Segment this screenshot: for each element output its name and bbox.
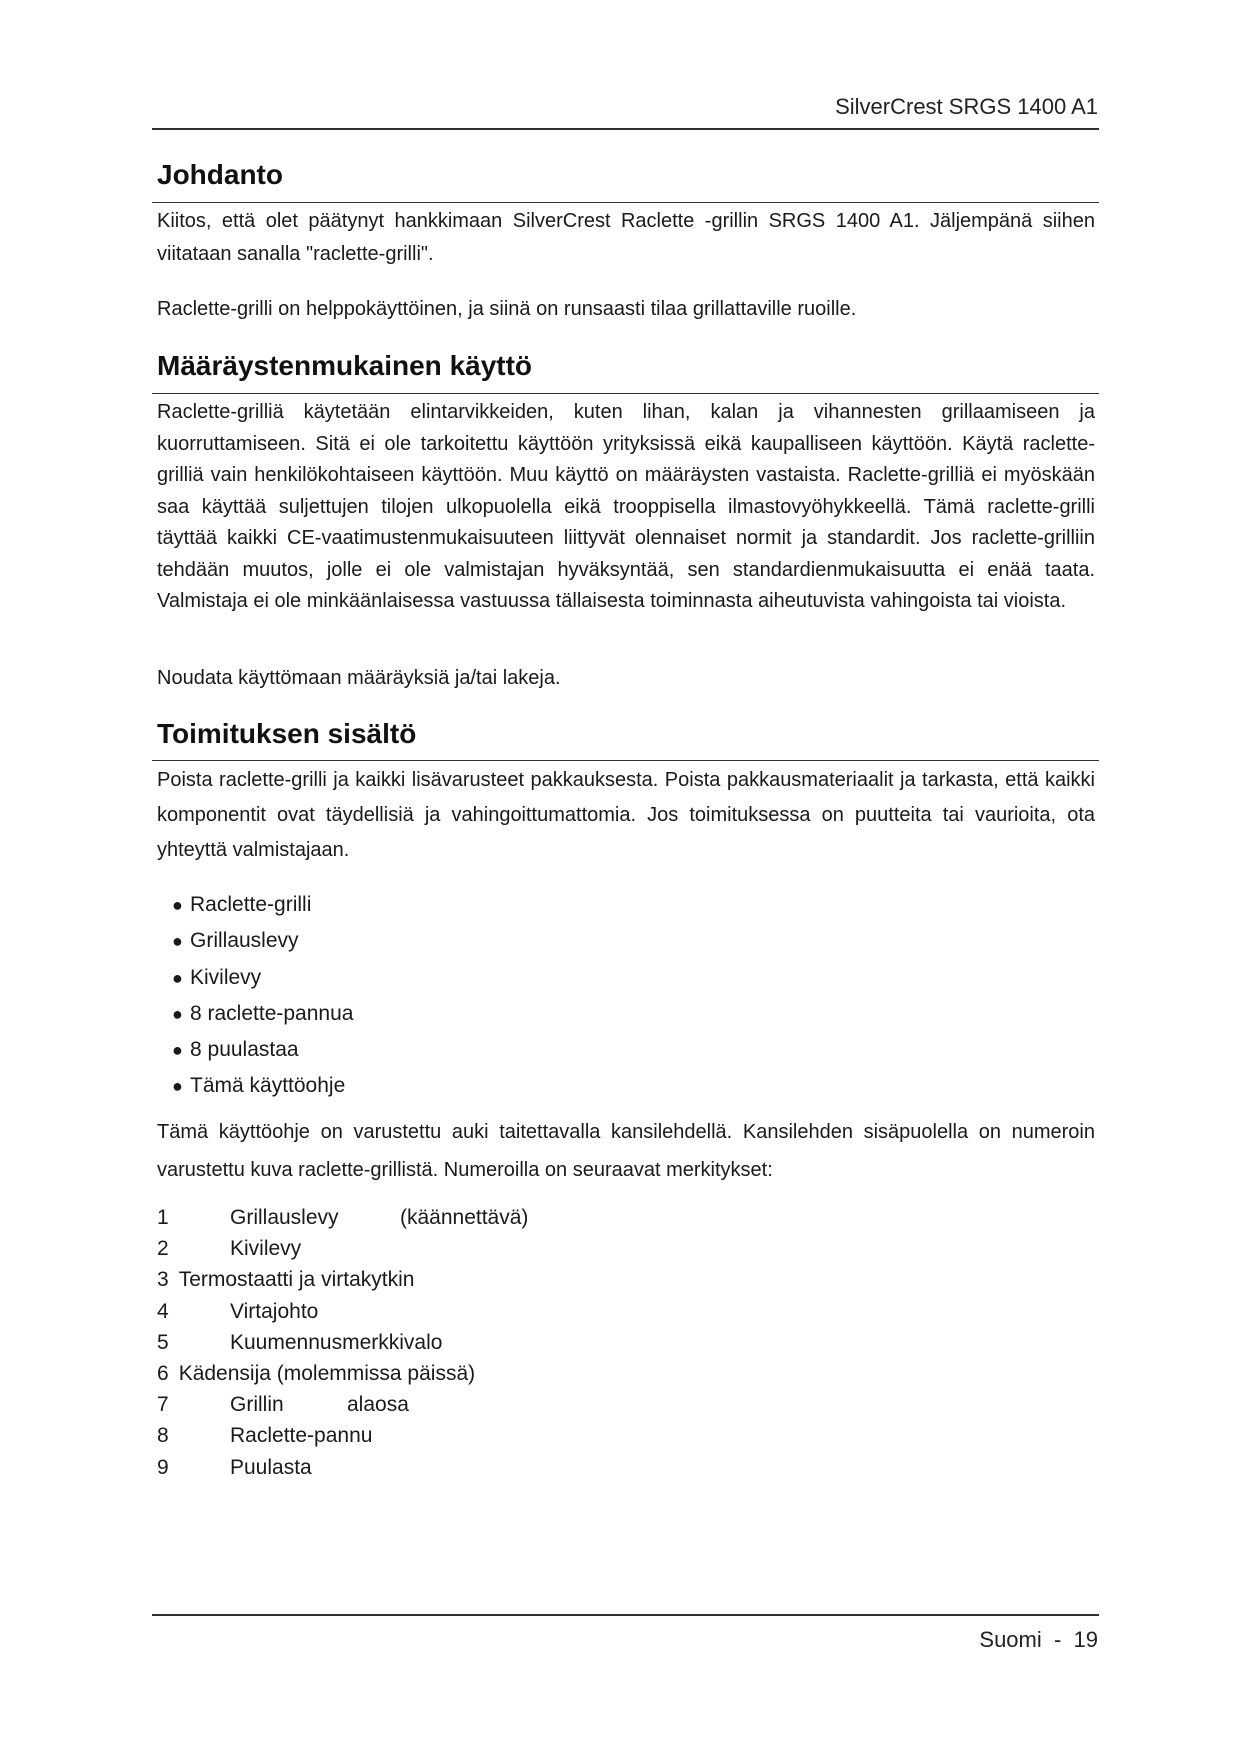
heading-rule-intended-use <box>152 393 1099 394</box>
bullet-dot-icon: ● <box>172 1003 183 1024</box>
list-item: ● Grillauslevy <box>172 923 353 959</box>
legend-row: 7 Grillin alaosa <box>157 1393 409 1417</box>
bullet-dot-icon: ● <box>172 931 183 952</box>
legend-row: 3 Termostaatti ja virtakytkin <box>157 1268 415 1292</box>
contents-paragraph-2: Tämä käyttöohje on varustettu auki taitettavalla kansilehdellä. Kansilehden sisäpuolella on numeroin varustettu kuva raclette-grillistä. Numeroilla on seuraavat merkitykset: <box>157 1121 1095 1181</box>
heading-intended-use: Määräystenmukainen käyttö <box>157 350 533 381</box>
heading-johdanto: Johdanto <box>157 159 283 190</box>
legend-row: 4 Virtajohto <box>157 1299 319 1323</box>
legend-row: 1 Grillauslevy (käännettävä) <box>157 1206 529 1229</box>
bullet-dot-icon: ● <box>172 1076 183 1097</box>
heading-rule-johdanto <box>152 202 1099 203</box>
legend-row: 8 Raclette-pannu <box>157 1424 373 1448</box>
legend-row: 5 Kuumennusmerkkivalo <box>157 1330 443 1354</box>
footer-rule <box>152 1614 1099 1616</box>
header-rule <box>152 128 1099 130</box>
contents-paragraph-1: Poista raclette-grilli ja kaikki lisävarusteet pakkauksesta. Poista pakkausmateriaalit ja tarkasta, että kaikki komponentit ovat täydellisiä ja vahingoittumattomia. Jos toimituksessa on puutteita tai vaurioita, ota yhteyttä valmistajaan. <box>157 769 1095 861</box>
heading-rule-contents <box>152 760 1099 761</box>
legend-row: 9 Puulasta <box>157 1455 312 1479</box>
list-item: ● Tämä käyttöohje <box>172 1068 353 1104</box>
list-item: ● 8 raclette-pannua <box>172 996 353 1032</box>
page-footer: Suomi - 19 <box>979 1627 1098 1652</box>
heading-contents: Toimituksen sisältö <box>157 718 417 749</box>
intro-paragraph-1: Kiitos, että olet päätynyt hankkimaan SilverCrest Raclette -grillin SRGS 1400 A1. Jäljempänä siihen viitataan sanalla "raclette-grilli". <box>157 210 1095 265</box>
list-item: ● 8 puulastaa <box>172 1032 353 1068</box>
intro-paragraph-2: Raclette-grilli on helppokäyttöinen, ja siinä on runsaasti tilaa grillattaville ruoille. <box>157 298 857 320</box>
contents-list <box>172 887 353 1105</box>
list-item: ● Kivilevy <box>172 960 353 996</box>
parts-legend <box>157 1202 529 1483</box>
intended-use-paragraph-2: Noudata käyttömaan määräyksiä ja/tai lakeja. <box>157 667 561 689</box>
bullet-dot-icon: ● <box>172 1040 183 1061</box>
intended-use-paragraph-1: Raclette-grilliä käytetään elintarvikkeiden, kuten lihan, kalan ja vihannesten grillaamiseen ja kuorruttamiseen. Sitä ei ole tarkoitettu käyttöön yrityksissä eikä kaupalliseen käyttöön. Käytä raclette-grilliä vain henkilökohtaiseen käyttöön. Muu käyttö on määräysten vastaista. Raclette-grilliä ei myöskään saa käyttää suljettujen tilojen ulkopuolella eikä trooppisella ilmastovyöhykkeellä. Tämä raclette-grilli täyttää kaikki CE-vaatimustenmukaisuuteen liittyvät olennaiset normit ja standardit. Jos raclette-grilliin tehdään muutos, jolle ei ole valmistajan hyväksyntää, sen standardienmukaisuutta ei enää taata. Valmistaja ei ole minkäänlaisessa vastuussa tällaisesta toiminnasta aiheutuvista vahingoista tai vioista. <box>157 401 1095 612</box>
list-item: ● Raclette-grilli <box>172 887 353 923</box>
legend-row: 6 Kädensija (molemmissa päissä) <box>157 1361 476 1385</box>
bullet-dot-icon: ● <box>172 967 183 988</box>
legend-row: 2 Kivilevy <box>157 1237 302 1261</box>
page-header: SilverCrest SRGS 1400 A1 <box>835 94 1098 119</box>
bullet-dot-icon: ● <box>172 895 183 915</box>
